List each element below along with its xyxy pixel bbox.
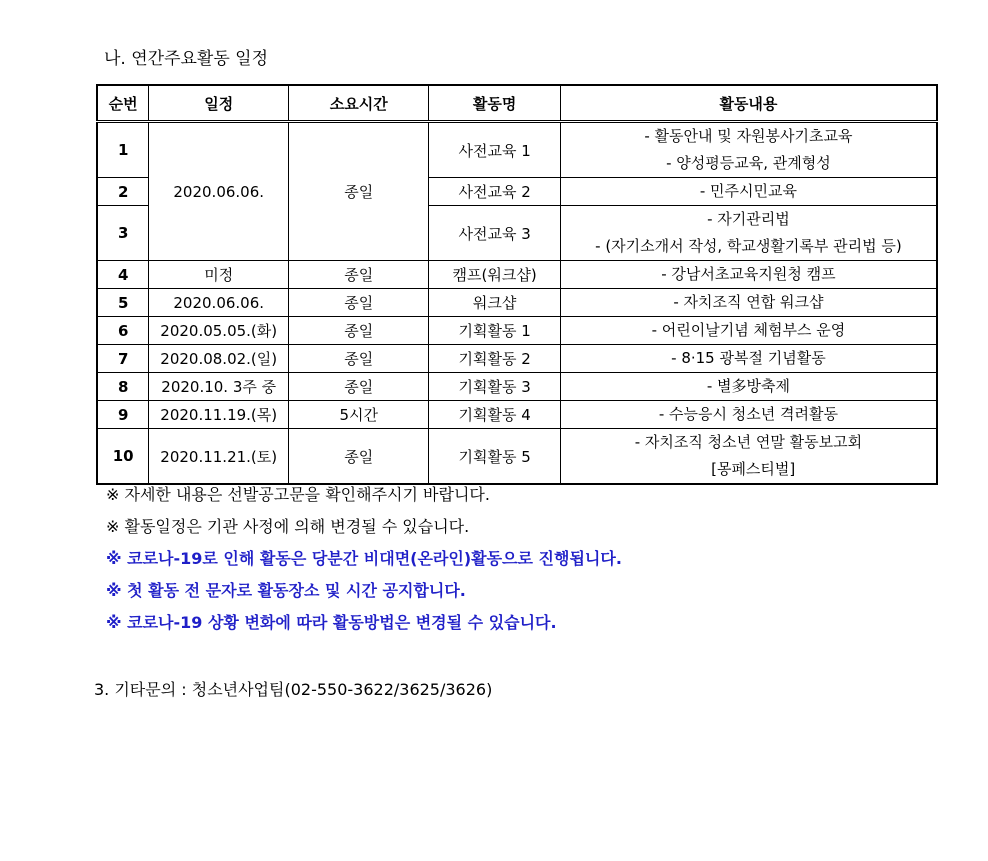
- section-heading: 나. 연간주요활동 일정: [104, 49, 269, 69]
- content-line: - 민주시민교육: [699, 182, 797, 200]
- row-activity-name: 사전교육 1: [429, 122, 560, 178]
- row-no: 10: [97, 429, 149, 485]
- content-line: - 별多방축제: [706, 377, 790, 395]
- table-row: [97, 429, 937, 485]
- row-no: 6: [97, 317, 149, 345]
- row-activity-name: 캠프(워크샵): [429, 261, 560, 289]
- table-header-row: [97, 85, 937, 122]
- row-activity-name: 사전교육 2: [429, 178, 560, 206]
- row-activity-content: [560, 122, 937, 178]
- table-row: [97, 122, 937, 178]
- row-date: 2020.11.21.(토): [149, 429, 289, 485]
- row-activity-content: [560, 261, 937, 289]
- content-line: - 강남서초교육지원청 캠프: [661, 265, 836, 283]
- content-line: - 자치조직 청소년 연말 활동보고회: [634, 433, 863, 451]
- content-line: - 양성평등교육, 관계형성: [666, 154, 831, 172]
- row-activity-content: [560, 429, 937, 485]
- row-duration: 종일: [289, 345, 429, 373]
- content-line: [몽페스티벌]: [701, 460, 796, 478]
- row-activity-name: 기획활동 2: [429, 345, 560, 373]
- row-activity-content: [560, 178, 937, 206]
- row-activity-name: 기획활동 1: [429, 317, 560, 345]
- note-method-change: ※ 코로나-19 상황 변화에 따라 활동방법은 변경될 수 있습니다.: [106, 613, 557, 632]
- row-activity-content: [560, 373, 937, 401]
- row-no: 3: [97, 206, 149, 261]
- table-row: [97, 289, 937, 317]
- content-line: - 수능응시 청소년 격려활동: [658, 405, 838, 423]
- row-activity-content: [560, 317, 937, 345]
- row-duration: 종일: [289, 373, 429, 401]
- row-date: 2020.08.02.(일): [149, 345, 289, 373]
- row-date: 2020.06.06.: [149, 122, 289, 261]
- row-duration: 5시간: [289, 401, 429, 429]
- content-line: - 8·15 광복절 기념활동: [671, 349, 826, 367]
- row-no: 4: [97, 261, 149, 289]
- table-row: [97, 373, 937, 401]
- row-duration: 종일: [289, 261, 429, 289]
- table-row: [97, 317, 937, 345]
- table-row: [97, 401, 937, 429]
- row-activity-name: 기획활동 3: [429, 373, 560, 401]
- row-date: 2020.11.19.(목): [149, 401, 289, 429]
- header-activity-content: 활동내용: [560, 85, 937, 122]
- header-activity-name: 활동명: [429, 85, 560, 122]
- content-line: - (자기소개서 작성, 학교생활기록부 관리법 등): [595, 237, 902, 255]
- content-line: - 어린이날기념 체험부스 운영: [651, 321, 846, 339]
- row-no: 1: [97, 122, 149, 178]
- row-activity-name: 사전교육 3: [429, 206, 560, 261]
- row-date: 2020.05.05.(화): [149, 317, 289, 345]
- row-no: 8: [97, 373, 149, 401]
- header-date: 일정: [149, 85, 289, 122]
- row-duration: 종일: [289, 122, 429, 261]
- row-activity-content: [560, 206, 937, 261]
- row-activity-name: 워크샵: [429, 289, 560, 317]
- note-details: ※ 자세한 내용은 선발공고문을 확인해주시기 바랍니다.: [106, 485, 490, 504]
- row-activity-name: 기획활동 5: [429, 429, 560, 485]
- row-no: 9: [97, 401, 149, 429]
- contact-info: 3. 기타문의 : 청소년사업팀(02-550-3622/3625/3626): [94, 680, 493, 699]
- note-schedule-change: ※ 활동일정은 기관 사정에 의해 변경될 수 있습니다.: [106, 517, 470, 536]
- row-duration: 종일: [289, 317, 429, 345]
- content-line: - 자기관리법: [707, 210, 790, 228]
- row-duration: 종일: [289, 289, 429, 317]
- header-duration: 소요시간: [289, 85, 429, 122]
- table-row: [97, 261, 937, 289]
- row-duration: 종일: [289, 429, 429, 485]
- row-date: 2020.10. 3주 중: [149, 373, 289, 401]
- row-date: 2020.06.06.: [149, 289, 289, 317]
- row-no: 7: [97, 345, 149, 373]
- activity-schedule-table: [96, 84, 938, 485]
- content-line: - 자치조직 연합 워크샵: [673, 293, 824, 311]
- note-sms-notice: ※ 첫 활동 전 문자로 활동장소 및 시간 공지합니다.: [106, 581, 466, 600]
- notes-list: [106, 484, 622, 644]
- header-no: 순번: [97, 85, 149, 122]
- note-online-activity: ※ 코로나-19로 인해 활동은 당분간 비대면(온라인)활동으로 진행됩니다.: [106, 549, 622, 568]
- row-no: 5: [97, 289, 149, 317]
- row-date: 미정: [149, 261, 289, 289]
- content-line: - 활동안내 및 자원봉사기초교육: [644, 127, 853, 145]
- row-no: 2: [97, 178, 149, 206]
- row-activity-content: [560, 401, 937, 429]
- table-row: [97, 345, 937, 373]
- row-activity-name: 기획활동 4: [429, 401, 560, 429]
- row-activity-content: [560, 345, 937, 373]
- row-activity-content: [560, 289, 937, 317]
